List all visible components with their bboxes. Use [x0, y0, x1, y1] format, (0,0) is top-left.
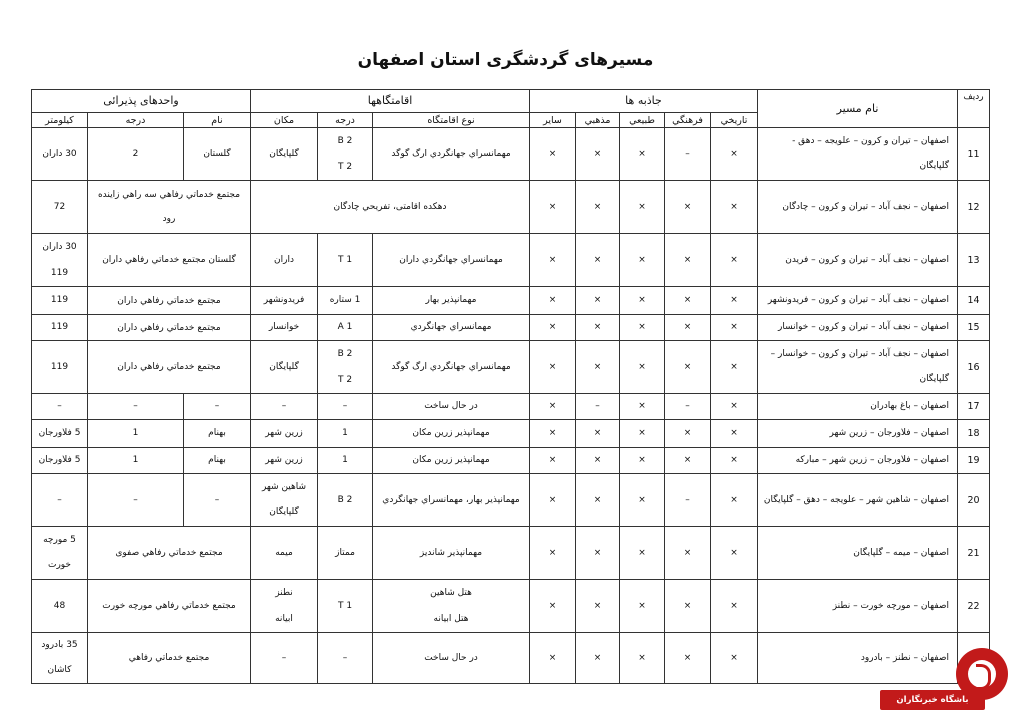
- col-grade2: درجه: [88, 113, 184, 128]
- cell-km: 35 بادرود كاشان: [32, 633, 88, 684]
- cell-route: اصفهان – شاهین شهر – علویجه – دهق – گلپایگان: [758, 474, 958, 527]
- cell-location: گلپایگان: [251, 128, 318, 181]
- cell-other: ×: [530, 181, 576, 234]
- cell-religious: ×: [576, 448, 620, 474]
- cell-other: ×: [530, 128, 576, 181]
- table-body: [32, 128, 990, 684]
- cell-hosp-name: بهنام: [184, 448, 251, 474]
- col-religious: مذهبي: [576, 113, 620, 128]
- cell-radif: 15: [958, 315, 990, 341]
- cell-historic: ×: [711, 234, 758, 287]
- cell-km: 30 داران: [32, 128, 88, 181]
- cell-location: [251, 580, 318, 633]
- cell-acc-type: مهمانسراي جهانگردي ارگ گوگد: [373, 128, 530, 181]
- cell-acc-type: در حال ساخت: [373, 394, 530, 420]
- cell-natural: ×: [620, 420, 665, 448]
- cell-location: –: [251, 633, 318, 684]
- cell-acc-type: مهمانسراي جهانگردي: [373, 315, 530, 341]
- col-grade: درجه: [318, 113, 373, 128]
- cell-acc-type: مهمانپذیر بهار: [373, 287, 530, 315]
- table-row: [32, 234, 990, 287]
- cell-natural: ×: [620, 341, 665, 394]
- cell-acc-type: مهمانسراي جهانگردي ارگ گوگد: [373, 341, 530, 394]
- table-row: [32, 580, 990, 633]
- cell-other: ×: [530, 234, 576, 287]
- table-row: [32, 633, 990, 684]
- cell-religious: ×: [576, 580, 620, 633]
- col-route-name: نام مسیر: [758, 90, 958, 128]
- cell-historic: ×: [711, 448, 758, 474]
- cell-natural: ×: [620, 633, 665, 684]
- cell-grade: 1 T: [318, 580, 373, 633]
- cell-hosp-name: گلستان: [184, 128, 251, 181]
- cell-religious: ×: [576, 420, 620, 448]
- cell-hospitality-merged: مجتمع خدماتي رفاهي مورچه خورت: [88, 580, 251, 633]
- cell-grade: 1 T: [318, 234, 373, 287]
- table-row: [32, 181, 990, 234]
- cell-historic: ×: [711, 474, 758, 527]
- cell-grade-line: 2 B: [337, 136, 353, 146]
- cell-route: اصفهان – نجف آباد – تیران و کرون – خوانسار: [758, 315, 958, 341]
- cell-hosp-grade: –: [88, 474, 184, 527]
- cell-cultural: –: [665, 474, 711, 527]
- cell-cultural: ×: [665, 633, 711, 684]
- cell-radif: 13: [958, 234, 990, 287]
- cell-hospitality-merged: مجتمع خدماتي رفاهي داران: [88, 287, 251, 315]
- cell-route: اصفهان – فلاورجان – زرین شهر – مبارکه: [758, 448, 958, 474]
- table-row: [32, 420, 990, 448]
- cell-grade-line: 2 T: [337, 162, 353, 172]
- cell-hosp-name: –: [184, 394, 251, 420]
- cell-religious: ×: [576, 341, 620, 394]
- cell-km: 119: [32, 315, 88, 341]
- cell-cultural: ×: [665, 580, 711, 633]
- cell-other: ×: [530, 420, 576, 448]
- table-row: [32, 474, 990, 527]
- cell-other: ×: [530, 394, 576, 420]
- cell-acc-type: در حال ساخت: [373, 633, 530, 684]
- cell-radif: 16: [958, 341, 990, 394]
- cell-historic: ×: [711, 633, 758, 684]
- cell-historic: ×: [711, 420, 758, 448]
- cell-religious: ×: [576, 128, 620, 181]
- cell-acc-type: مهمانپذیر زرین مکان: [373, 420, 530, 448]
- cell-km: –: [32, 474, 88, 527]
- brand-badge: باشگاه خبرنگاران: [880, 690, 985, 710]
- cell-radif: 11: [958, 128, 990, 181]
- cell-cultural: –: [665, 394, 711, 420]
- cell-acc-type-line: هتل شاهین: [430, 588, 472, 598]
- cell-natural: ×: [620, 287, 665, 315]
- table-row: [32, 448, 990, 474]
- cell-grade: ممتاز: [318, 527, 373, 580]
- cell-grade: –: [318, 633, 373, 684]
- cell-location: داران: [251, 234, 318, 287]
- col-natural: طبیعي: [620, 113, 665, 128]
- col-radif: ردیف: [958, 90, 990, 128]
- cell-route: اصفهان – میمه – گلپایگان: [758, 527, 958, 580]
- cell-radif: 22: [958, 580, 990, 633]
- cell-other: ×: [530, 448, 576, 474]
- cell-acc-type: مهمانپذیر بهار، مهمانسراي جهانگردي: [373, 474, 530, 527]
- cell-grade: 1 A: [318, 315, 373, 341]
- cell-radif: 12: [958, 181, 990, 234]
- cell-km: 5 فلاورجان: [32, 448, 88, 474]
- cell-radif: 18: [958, 420, 990, 448]
- cell-route: اصفهان – فلاورجان – زرین شهر: [758, 420, 958, 448]
- table-row: [32, 128, 990, 181]
- cell-hosp-grade: 1: [88, 420, 184, 448]
- col-km: کیلومتر: [32, 113, 88, 128]
- cell-cultural: ×: [665, 181, 711, 234]
- cell-route: اصفهان – نجف آباد – تیران و کرون – فریدن: [758, 234, 958, 287]
- cell-religious: ×: [576, 633, 620, 684]
- col-cultural: فرهنگي: [665, 113, 711, 128]
- table-row: [32, 527, 990, 580]
- cell-natural: ×: [620, 315, 665, 341]
- cell-km-line: 30 داران: [42, 242, 77, 252]
- cell-km: –: [32, 394, 88, 420]
- cell-other: ×: [530, 527, 576, 580]
- cell-religious: ×: [576, 527, 620, 580]
- cell-other: ×: [530, 633, 576, 684]
- cell-radif: 20: [958, 474, 990, 527]
- cell-location: فریدونشهر: [251, 287, 318, 315]
- cell-hospitality-merged: مجتمع خدماتي رفاهي سه راهي زاينده رود: [88, 181, 251, 234]
- cell-location: زرين شهر: [251, 448, 318, 474]
- cell-hospitality-merged: مجتمع خدماتي رفاهي داران: [88, 341, 251, 394]
- cell-km: 72: [32, 181, 88, 234]
- cell-natural: ×: [620, 474, 665, 527]
- cell-other: ×: [530, 474, 576, 527]
- cell-hosp-grade: 1: [88, 448, 184, 474]
- cell-route: اصفهان – نجف آباد – تیران و کرون – فریدونشهر: [758, 287, 958, 315]
- col-acc-type: نوع اقامتگاه: [373, 113, 530, 128]
- cell-religious: ×: [576, 287, 620, 315]
- cell-hospitality-merged: مجتمع خدماتي رفاهي صفوی: [88, 527, 251, 580]
- cell-grade: 2 B: [318, 474, 373, 527]
- cell-other: ×: [530, 287, 576, 315]
- table-row: [32, 394, 990, 420]
- cell-radif: 19: [958, 448, 990, 474]
- cell-religious: ×: [576, 234, 620, 287]
- cell-location: –: [251, 394, 318, 420]
- table-row: [32, 341, 990, 394]
- cell-historic: ×: [711, 315, 758, 341]
- cell-acc-type: مهمانپذیر زرین مکان: [373, 448, 530, 474]
- cell-cultural: ×: [665, 420, 711, 448]
- cell-grade: –: [318, 394, 373, 420]
- cell-historic: ×: [711, 287, 758, 315]
- cell-hospitality-merged: گلستان مجتمع خدماتي رفاهي داران: [88, 234, 251, 287]
- cell-natural: ×: [620, 580, 665, 633]
- cell-km: [32, 234, 88, 287]
- cell-accommodation-merged: دهکده اقامتی، تفریحي چادگان: [251, 181, 530, 234]
- cell-natural: ×: [620, 527, 665, 580]
- cell-cultural: ×: [665, 287, 711, 315]
- cell-km: 119: [32, 287, 88, 315]
- cell-cultural: ×: [665, 315, 711, 341]
- cell-religious: ×: [576, 315, 620, 341]
- col-location: مکان: [251, 113, 318, 128]
- cell-historic: ×: [711, 394, 758, 420]
- cell-route: اصفهان – نجف آباد – تیران و کرون – چادگان: [758, 181, 958, 234]
- cell-grade-line: 2 B: [337, 349, 353, 359]
- cell-natural: ×: [620, 448, 665, 474]
- cell-km-line: 119: [50, 268, 69, 278]
- header-row-groups: [32, 90, 990, 113]
- cell-cultural: –: [665, 128, 711, 181]
- col-attractions: جاذبه ها: [530, 90, 758, 113]
- cell-natural: ×: [620, 181, 665, 234]
- cell-cultural: ×: [665, 527, 711, 580]
- cell-location: شاهین شهر گلپایگان: [251, 474, 318, 527]
- table-row: [32, 287, 990, 315]
- cell-location: میمه: [251, 527, 318, 580]
- cell-grade-line: 2 T: [337, 375, 353, 385]
- cell-acc-type-line: هتل ابیانه: [433, 614, 469, 624]
- cell-natural: ×: [620, 394, 665, 420]
- table-row: [32, 315, 990, 341]
- cell-grade: 1: [318, 448, 373, 474]
- cell-radif: 17: [958, 394, 990, 420]
- cell-grade: 1 ستاره: [318, 287, 373, 315]
- cell-location-line: ابیانه: [275, 614, 293, 624]
- cell-radif: 14: [958, 287, 990, 315]
- cell-hosp-name: بهنام: [184, 420, 251, 448]
- cell-km: 5 مورچه خورت: [32, 527, 88, 580]
- cell-other: ×: [530, 315, 576, 341]
- col-historic: تاریخي: [711, 113, 758, 128]
- cell-acc-type: مهمانسراي جهانگردي داران: [373, 234, 530, 287]
- cell-hosp-name: –: [184, 474, 251, 527]
- cell-location: زرين شهر: [251, 420, 318, 448]
- cell-historic: ×: [711, 527, 758, 580]
- cell-hospitality-merged: مجتمع خدماتي رفاهي: [88, 633, 251, 684]
- cell-other: ×: [530, 341, 576, 394]
- cell-route: اصفهان – نطنز – بادرود: [758, 633, 958, 684]
- page-title: مسیرهای گردشگری استان اصفهان: [357, 50, 654, 70]
- cell-acc-type: [373, 580, 530, 633]
- cell-location: گلپایگان: [251, 341, 318, 394]
- cell-route: اصفهان – مورچه خورت – نطنز: [758, 580, 958, 633]
- col-name: نام: [184, 113, 251, 128]
- cell-km: 48: [32, 580, 88, 633]
- cell-grade: 1: [318, 420, 373, 448]
- cell-radif: 21: [958, 527, 990, 580]
- cell-natural: ×: [620, 234, 665, 287]
- cell-cultural: ×: [665, 341, 711, 394]
- cell-other: ×: [530, 580, 576, 633]
- cell-hosp-grade: –: [88, 394, 184, 420]
- cell-natural: ×: [620, 128, 665, 181]
- cell-location: خوانسار: [251, 315, 318, 341]
- cell-route: اصفهان – نجف آباد – تیران و کرون – خوانسار – گلپایگان: [758, 341, 958, 394]
- cell-cultural: ×: [665, 448, 711, 474]
- cell-location-line: نطنز: [275, 588, 293, 598]
- cell-grade: [318, 341, 373, 394]
- routes-table: [31, 89, 990, 684]
- cell-route: اصفهان – باغ بهادران: [758, 394, 958, 420]
- col-accommodations: اقامتگاهها: [251, 90, 530, 113]
- cell-historic: ×: [711, 341, 758, 394]
- cell-historic: ×: [711, 181, 758, 234]
- cell-grade: [318, 128, 373, 181]
- cell-hospitality-merged: مجتمع خدماتي رفاهي داران: [88, 315, 251, 341]
- col-other: سایر: [530, 113, 576, 128]
- cell-religious: ×: [576, 474, 620, 527]
- col-hospitality: واحدهای پذیرائی: [32, 90, 251, 113]
- cell-route: اصفهان – تیران و کرون – علویجه – دهق - گلپایگان: [758, 128, 958, 181]
- cell-religious: ×: [576, 181, 620, 234]
- cell-km: 5 فلاورجان: [32, 420, 88, 448]
- cell-religious: –: [576, 394, 620, 420]
- cell-hosp-grade: 2: [88, 128, 184, 181]
- cell-acc-type: مهمانپذیر شاندیز: [373, 527, 530, 580]
- cell-historic: ×: [711, 128, 758, 181]
- cell-km: 119: [32, 341, 88, 394]
- cell-historic: ×: [711, 580, 758, 633]
- cell-cultural: ×: [665, 234, 711, 287]
